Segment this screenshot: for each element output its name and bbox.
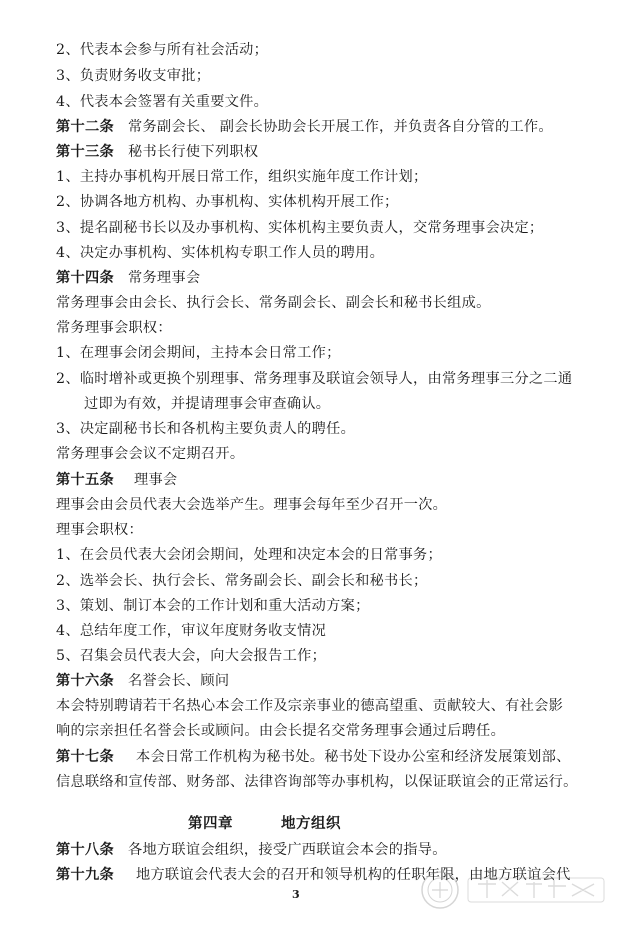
article-text: 常务副会长、 副会长协助会长开展工作，并负责各自分管的工作。	[127, 119, 553, 135]
article-line	[56, 269, 200, 287]
text-line: 1、主持办事机构开展日常工作，组织实施年度工作计划；	[56, 169, 428, 185]
text-line: 3、决定副秘书长和各机构主要负责人的聘任。	[56, 421, 356, 437]
article-label: 第十五条	[56, 472, 114, 488]
text-line: 4、代表本会签署有关重要文件。	[56, 94, 269, 110]
text-line: 响的宗亲担任名誉会长或顾问。由会长提名交常务理事会通过后聘任。	[56, 723, 506, 739]
text-line: 本会特别聘请若干名热心本会工作及宗亲事业的德高望重、贡献较大、有社会影	[56, 698, 564, 714]
text-line: 3、策划、制订本会的工作计划和重大活动方案；	[56, 598, 370, 614]
text-line: 3、提名副秘书长以及办事机构、实体机构主要负责人，交常务理事会决定；	[56, 220, 544, 236]
article-line	[56, 748, 571, 766]
article-line	[56, 118, 553, 136]
article-label: 第十九条	[56, 867, 114, 883]
article-text: 秘书长行使下列职权	[127, 144, 259, 160]
text-line: 1、在会员代表大会闭会期间，处理和决定本会的日常事务；	[56, 547, 443, 563]
text-line: 常务理事会会议不定期召开。	[56, 446, 245, 462]
text-line: 2、代表本会参与所有社会活动；	[56, 42, 269, 58]
text-line: 2、选举会长、执行会长、常务副会长、副会长和秘书长；	[56, 573, 428, 589]
article-text: 本会日常工作机构为秘书处。秘书处下设办公室和经济发展策划部、	[135, 749, 571, 765]
text-line: 1、在理事会闭会期间，主持本会日常工作；	[56, 345, 341, 361]
text-line: 理事会由会员代表大会选举产生。理事会每年至少召开一次。	[56, 497, 448, 513]
chapter-title: 地方组织	[281, 815, 341, 832]
text-line: 常务理事会由会长、执行会长、常务副会长、副会长和秘书长组成。	[56, 295, 491, 311]
article-label: 第十七条	[56, 749, 114, 765]
chapter-heading	[188, 815, 341, 833]
article-text: 理事会	[133, 472, 178, 488]
chapter-number: 第四章	[188, 815, 233, 832]
article-line	[56, 471, 177, 489]
article-label: 第十三条	[56, 144, 114, 160]
article-label: 第十六条	[56, 673, 114, 689]
article-text: 名誉会长、顾问	[127, 673, 230, 689]
article-text: 各地方联谊会组织，接受广西联谊会本会的指导。	[127, 842, 447, 858]
article-text: 常务理事会	[127, 270, 201, 286]
text-line: 常务理事会职权：	[56, 320, 172, 336]
page-number: 3	[292, 888, 300, 901]
article-label: 第十二条	[56, 119, 114, 135]
text-line: 3、负责财务收支审批；	[56, 68, 211, 84]
text-line: 过即为有效，并提请理事会审查确认。	[84, 396, 331, 412]
text-line: 5、召集会员代表大会，向大会报告工作；	[56, 648, 327, 664]
article-label: 第十四条	[56, 270, 114, 286]
text-line: 信息联络和宣传部、财务部、法律咨询部等办事机构，以保证联谊会的正常运行。	[56, 774, 578, 790]
text-line: 4、总结年度工作，审议年度财务收支情况	[56, 623, 327, 639]
watermark-seal-icon	[418, 866, 614, 914]
text-line: 2、协调各地方机构、办事机构、实体机构开展工作；	[56, 194, 399, 210]
text-line: 理事会职权：	[56, 522, 143, 538]
article-line	[56, 143, 258, 161]
text-line: 4、决定办事机构、实体机构专职工作人员的聘用。	[56, 245, 385, 261]
article-text: 地方联谊会代表大会的召开和领导机构的任职年限，由地方联谊会代	[135, 867, 571, 883]
text-line: 2、临时增补或更换个别理事、常务理事及联谊会领导人，由常务理事三分之二通	[56, 371, 573, 387]
article-line	[56, 841, 447, 859]
article-line	[56, 672, 229, 690]
article-label: 第十八条	[56, 842, 114, 858]
